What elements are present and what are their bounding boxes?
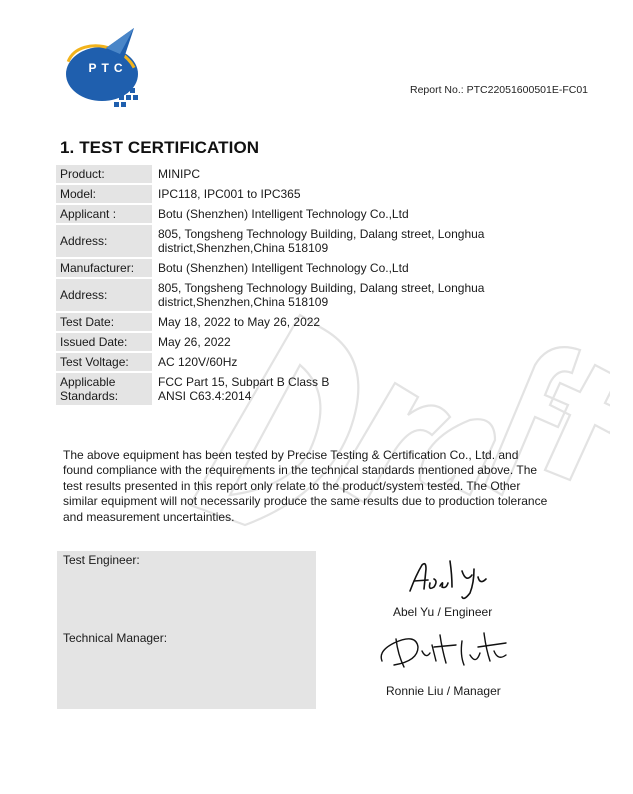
certification-table xyxy=(56,163,576,407)
row-value xyxy=(152,205,576,223)
table-row-manufacturer-address xyxy=(56,279,576,311)
manager-signature-graphic xyxy=(374,625,514,673)
engineer-name: Abel Yu / Engineer xyxy=(393,605,493,619)
technical-manager-label: Technical Manager: xyxy=(63,631,168,645)
row-value xyxy=(152,333,576,351)
value-line: FCC Part 15, Subpart B Class B xyxy=(158,375,330,389)
value-line: Botu (Shenzhen) Intelligent Technology Co.,Ltd xyxy=(158,261,409,275)
engineer-signature xyxy=(404,553,490,603)
row-value xyxy=(152,259,576,277)
row-value xyxy=(152,165,576,183)
manager-signature xyxy=(374,625,514,673)
value-line: 805, Tongsheng Technology Building, Dalang street, Longhua xyxy=(158,227,485,241)
value-line: MINIPC xyxy=(158,167,200,181)
value-line: 805, Tongsheng Technology Building, Dalang street, Longhua xyxy=(158,281,485,295)
compliance-statement xyxy=(63,448,583,525)
table-row-issued-date xyxy=(56,333,576,351)
test-engineer-label: Test Engineer: xyxy=(63,553,140,567)
logo-text: PTC xyxy=(88,61,128,75)
value-line: IPC118, IPC001 to IPC365 xyxy=(158,187,301,201)
ptc-logo xyxy=(62,28,152,108)
row-label xyxy=(56,373,152,405)
row-value xyxy=(152,353,576,371)
engineer-signature-graphic xyxy=(404,553,490,603)
row-value xyxy=(152,313,576,331)
statement-line: and measurement uncertainties. xyxy=(63,509,235,524)
row-value xyxy=(152,373,576,405)
table-row-applicant xyxy=(56,205,576,223)
row-value xyxy=(152,185,576,203)
row-value xyxy=(152,225,576,257)
table-row-model xyxy=(56,185,576,203)
value-line: May 26, 2022 xyxy=(158,335,231,349)
value-line: ANSI C63.4:2014 xyxy=(158,389,252,403)
table-row-manufacturer xyxy=(56,259,576,277)
value-line: district,Shenzhen,China 518109 xyxy=(158,295,329,309)
page-title: 1. TEST CERTIFICATION xyxy=(60,138,260,157)
table-row-test-date xyxy=(56,313,576,331)
value-line: May 18, 2022 to May 26, 2022 xyxy=(158,315,321,329)
statement-line: The above equipment has been tested by Precise Testing & Certification Co., Ltd. and xyxy=(63,448,519,462)
table-row-applicant-address xyxy=(56,225,576,257)
row-label: Issued Date: xyxy=(56,333,152,351)
label-line: Applicable xyxy=(60,375,116,389)
row-label: Test Voltage: xyxy=(56,353,152,371)
statement-line: found compliance with the requirements in the technical standards mentioned above. The xyxy=(63,463,538,478)
table-row-applicable-standards xyxy=(56,373,576,405)
value-line: Botu (Shenzhen) Intelligent Technology Co.,Ltd xyxy=(158,207,409,221)
row-label: Manufacturer: xyxy=(56,259,152,277)
row-label: Address: xyxy=(56,225,152,257)
table-row-product xyxy=(56,165,576,183)
report-number: Report No.: PTC22051600501E-FC01 xyxy=(410,84,589,96)
row-label: Applicant : xyxy=(56,205,152,223)
table-row-test-voltage xyxy=(56,353,576,371)
row-label: Model: xyxy=(56,185,152,203)
statement-line: similar equipment will not necessarily produce the same results due to production tolerance xyxy=(63,494,548,509)
value-line: district,Shenzhen,China 518109 xyxy=(158,241,329,255)
statement-line: test results presented in this report only relate to the product/system tested. The Other xyxy=(63,478,521,493)
signature-label-box xyxy=(57,551,316,709)
manager-name: Ronnie Liu / Manager xyxy=(386,684,501,698)
row-label: Address: xyxy=(56,279,152,311)
label-line: Standards: xyxy=(60,389,119,403)
row-label: Product: xyxy=(56,165,152,183)
row-label: Test Date: xyxy=(56,313,152,331)
row-value xyxy=(152,279,576,311)
value-line: AC 120V/60Hz xyxy=(158,355,238,369)
